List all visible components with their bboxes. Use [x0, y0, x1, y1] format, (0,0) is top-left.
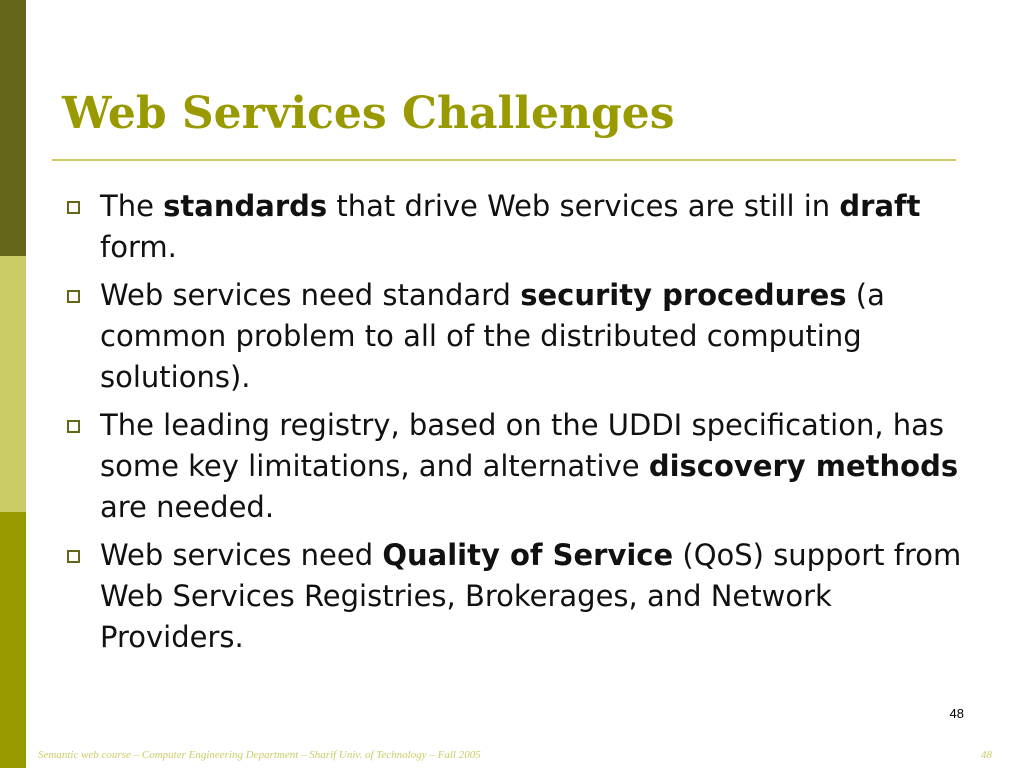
hollow-square-bullet-icon: [67, 420, 80, 433]
bullet-emphasis-text: standards: [163, 189, 328, 223]
sidebar-stripe-top: [0, 0, 26, 256]
title-divider: [52, 159, 956, 161]
bullet-text: form.: [100, 230, 177, 264]
slide-title: Web Services Challenges: [62, 88, 675, 139]
sidebar-stripe-middle: [0, 256, 26, 512]
bullet-item: [62, 186, 982, 268]
bullet-item: [62, 405, 982, 528]
bullet-text: (a common problem to all of the distributed computing solutions).: [100, 278, 885, 394]
footer-page-number: 48: [981, 749, 992, 761]
bullet-emphasis-text: discovery methods: [648, 449, 959, 483]
hollow-square-bullet-icon: [67, 201, 80, 214]
bullet-text: Web services need: [100, 538, 383, 572]
bullet-text: (QoS) support from Web Services Registries, Brokerages, and Network Providers.: [100, 538, 962, 654]
bullet-text: Web services need standard: [100, 278, 521, 312]
bullet-text: are needed.: [100, 490, 275, 524]
bullet-list: [62, 186, 982, 665]
bullet-item: [62, 275, 982, 398]
bullet-emphasis-text: Quality of Service: [382, 538, 674, 572]
bullet-text: The leading registry, based on the UDDI specification, has some key limitations, and alternative: [100, 408, 945, 483]
slide-page-number: 48: [949, 706, 964, 721]
sidebar-stripe-bottom: [0, 512, 26, 768]
bullet-text: The: [100, 189, 164, 223]
bullet-emphasis-text: security procedures: [520, 278, 847, 312]
hollow-square-bullet-icon: [67, 290, 80, 303]
footer-text: Semantic web course – Computer Engineering Department – Sharif Univ. of Technology – Fall 2005: [38, 749, 481, 761]
bullet-item: [62, 535, 982, 658]
bullet-emphasis-text: draft: [839, 189, 921, 223]
hollow-square-bullet-icon: [67, 550, 80, 563]
bullet-text: that drive Web services are still in: [327, 189, 840, 223]
